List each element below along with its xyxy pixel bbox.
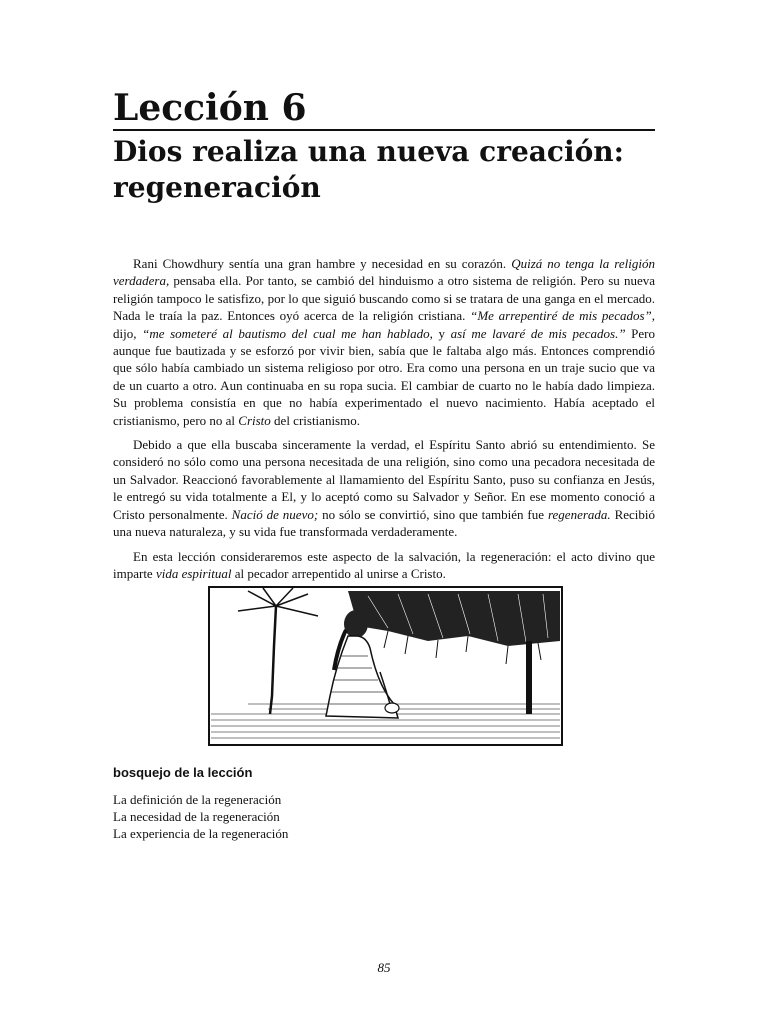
body-text-run: no sólo se convirtió, sino que también fue <box>318 506 548 522</box>
outline-heading: bosquejo de la lección <box>113 765 253 780</box>
body-text-run: Pero aunque fue bautizada y se esforzó por vivir bien, sabía que le faltaba algo más. Entonces comprendió que sólo había cambiado un sistema religioso por otro. Era como una persona en un traje sucio que va de un cuarto a otro. Aun continuaba en su ropa sucia. El cambiar de cuarto no le había dado limpieza. Su problema consistía en que no había experimentado el nuevo nacimiento. Había aceptado el cristianismo, pero no al <box>113 325 655 428</box>
body-text-run: Debido a que ella buscaba sinceramente la verdad, el Espíritu Santo abrió su entendimiento. Se consideró no sólo como una persona necesitada de una religión, sino como una pecadora necesitada de un Salvador. Reaccionó favorablemente al llamamiento del Espíritu Santo, puso su confianza en Jesús, le entregó su vida totalmente a El, y lo aceptó como su Salvador y Señor. En ese momento conoció a Cristo personalmente. <box>113 437 655 522</box>
emphasis-text: Quizá no tenga la religión verdadera, <box>113 256 655 289</box>
outline-item: La definición de la regeneración <box>113 792 282 807</box>
body-text-run: al pecador arrepentido al unirse a Cristo. <box>231 565 446 581</box>
emphasis-text: vida espiritual <box>155 565 232 581</box>
praying-woman-illustration <box>208 586 563 746</box>
emphasis-text: Nació de nuevo; <box>231 506 319 522</box>
emphasis-text: así me lavaré de mis pecados.” <box>450 325 626 341</box>
emphasis-text: regenerada. <box>547 506 611 522</box>
body-text-run: y <box>432 325 451 341</box>
title-divider <box>113 129 655 131</box>
body-text-run: dijo, <box>113 325 143 341</box>
paragraph-2 <box>113 436 655 540</box>
paragraph-3 <box>113 548 655 583</box>
outline-item: La necesidad de la regeneración <box>113 809 280 824</box>
body-text-run: Rani Chowdhury sentía una gran hambre y necesidad en su corazón. <box>133 256 512 271</box>
body-text-run: Recibió una nueva naturaleza, y su vida fue transformada verdaderamente. <box>113 506 655 540</box>
emphasis-text: “me someteré al bautismo del cual me han hablado, <box>142 325 433 341</box>
outline-list <box>113 791 288 842</box>
body-text-run: En esta lección consideraremos este aspecto de la salvación, la regeneración: el acto divino que imparte <box>113 548 655 581</box>
body-text-run: del cristianismo. <box>270 412 360 428</box>
body-text-run: pensaba ella. Por tanto, se cambió del hinduismo a otro sistema de religión. Pero su nueva religión tampoco le satisfizo, por lo que siguió buscando como si se tratara de una ganga en el mercado. Nada le traía la paz. Entonces oyó acerca de la religión cristiana. <box>113 273 655 324</box>
lesson-title: Dios realiza una nueva creación: regeneración <box>113 135 624 204</box>
paragraph-1 <box>113 255 655 429</box>
lesson-number: Lección 6 <box>113 87 307 129</box>
outline-item: La experiencia de la regeneración <box>113 826 289 841</box>
emphasis-text: Cristo <box>238 412 271 428</box>
body-text <box>113 255 655 589</box>
emphasis-text: “Me arrepentiré de mis pecados”, <box>470 308 655 324</box>
page-number: 85 <box>377 960 391 975</box>
